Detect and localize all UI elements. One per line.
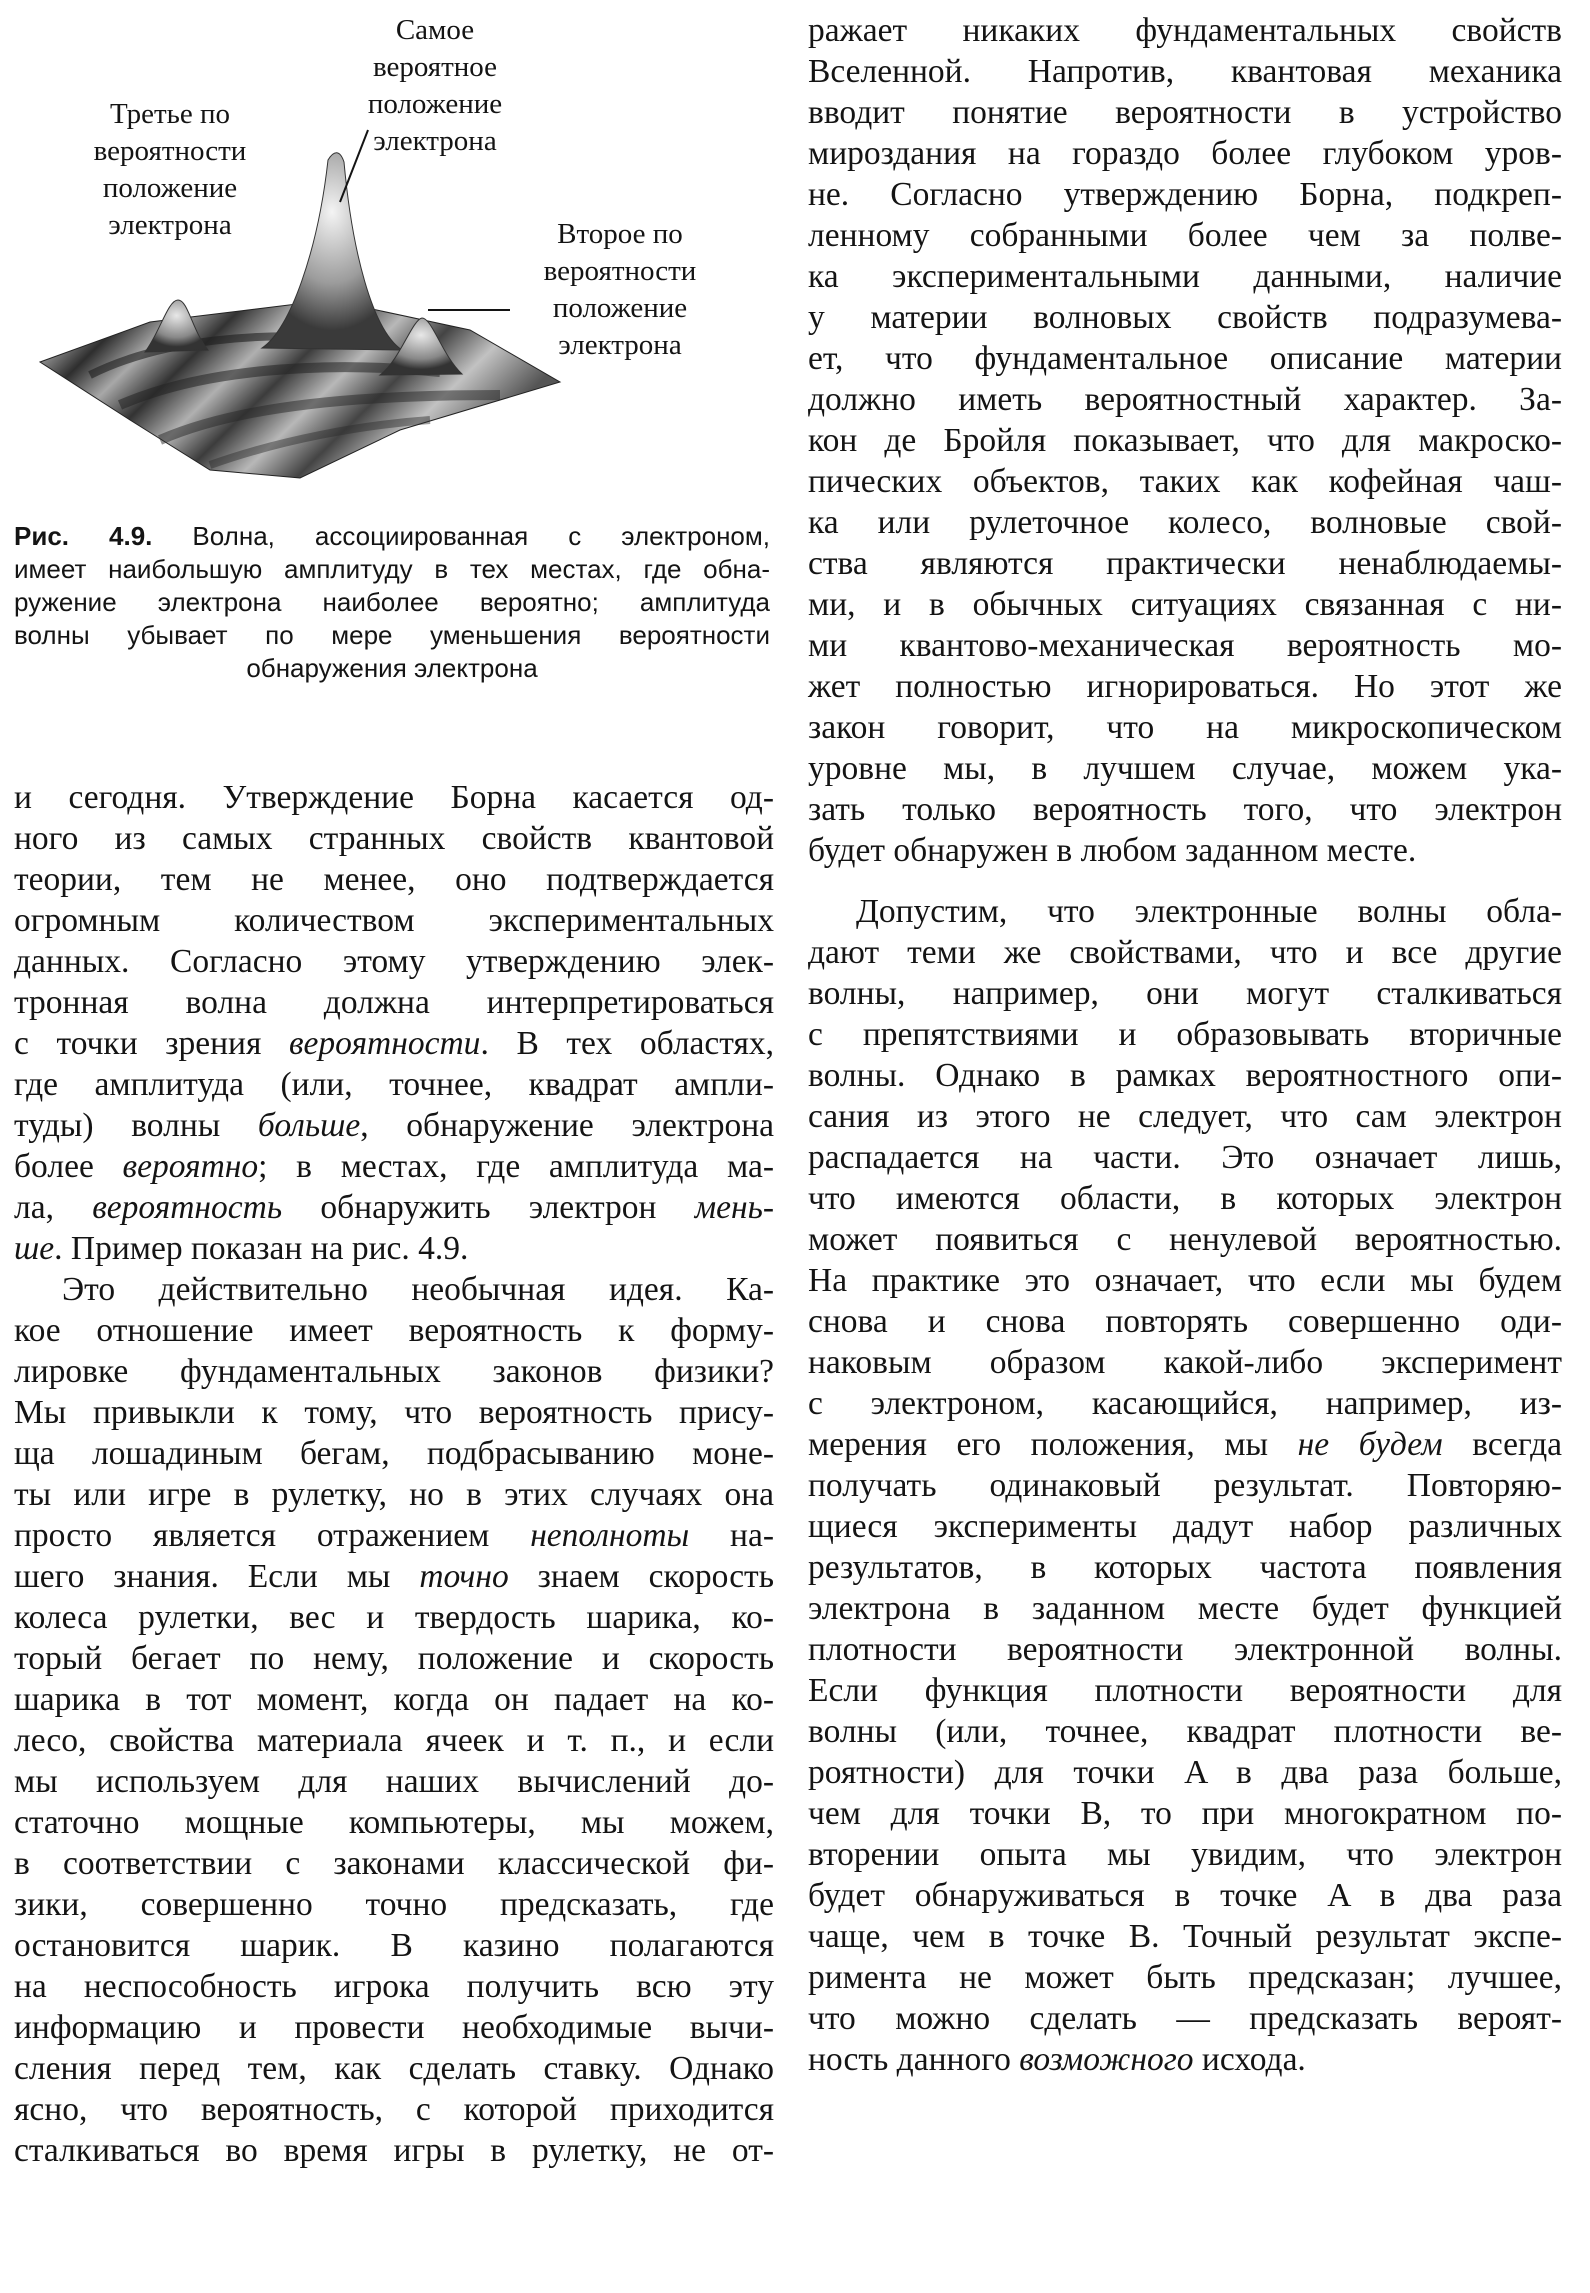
text-line: ми, и в обычных ситуациях связанная с ни-	[808, 586, 1562, 623]
text-line: получать одинаковый результат. Повторяю-	[808, 1467, 1562, 1504]
text-run: . Пример показан на рис. 4.9.	[54, 1230, 469, 1267]
text-line: кон де Бройля показывает, что для макроско-	[808, 422, 1562, 459]
text-run: мерения его положения, мы	[808, 1426, 1298, 1463]
text-line: лировке фундаментальных законов физики?	[14, 1353, 774, 1390]
label-line: электрона	[558, 329, 682, 361]
paragraph	[808, 891, 1562, 2080]
text-line: зать только вероятность того, что электрон	[808, 791, 1562, 828]
text-line: вторении опыта мы увидим, что электрон	[808, 1836, 1562, 1873]
text-run: , обнаружение электрона	[360, 1107, 774, 1144]
text-line: ми квантово-механическая вероятность мо-	[808, 627, 1562, 664]
text-line: роятности) для точки A в два раза больше,	[808, 1754, 1562, 1791]
text-line: результатов, в которых частота появления	[808, 1549, 1562, 1586]
text-line: ражает никаких фундаментальных свойств	[808, 12, 1562, 49]
text-line: у материи волновых свойств подразумева-	[808, 299, 1562, 336]
caption-text: Волна, ассоциированная с электроном,	[152, 521, 770, 551]
label-line: положение	[102, 172, 238, 204]
emphasis: вероятно	[122, 1148, 259, 1185]
text-line: уровне мы, в лучшем случае, можем ука-	[808, 750, 1562, 787]
text-line: на неспособность игрока получить всю эту	[14, 1968, 774, 2005]
caption-line: имеет наибольшую амплитуду в тех местах, где обна-	[14, 554, 770, 584]
text-line: волны (или, точнее, квадрат плотности ве-	[808, 1713, 1562, 1750]
text-line: римента не может быть предсказан; лучшее,	[808, 1959, 1562, 1996]
label-line: положение	[552, 292, 688, 324]
text-line: жет полностью игнорироваться. Но этот же	[808, 668, 1562, 705]
label-line: Второе по	[557, 218, 683, 250]
text-run: на-	[689, 1517, 774, 1554]
text-line: Вселенной. Напротив, квантовая механика	[808, 53, 1562, 90]
label-line: электрона	[108, 209, 232, 241]
text-line: теории, тем не менее, оно подтверждается	[14, 861, 774, 898]
text-line: плотности вероятности электронной волны.	[808, 1631, 1562, 1668]
text-line: Это действительно необычная идея. Ка-	[62, 1271, 774, 1308]
label-line: Самое	[395, 14, 475, 46]
text-line: электрона в заданном месте будет функцией	[808, 1590, 1562, 1627]
text-line: остановится шарик. В казино полагаются	[14, 1927, 774, 1964]
text-line: должно иметь вероятностный характер. За-	[808, 381, 1562, 418]
emphasis: неполноты	[530, 1517, 690, 1554]
text-line: сталкиваться во время игры в рулетку, не от-	[14, 2132, 774, 2169]
text-line: что можно сделать — предсказать вероят-	[808, 2000, 1562, 2037]
text-line: огромным количеством экспериментальных	[14, 902, 774, 939]
label-line: электрона	[373, 125, 497, 157]
text-run: просто является отражением	[14, 1517, 531, 1554]
text-run: знаем скорость	[508, 1558, 774, 1595]
label-line: вероятности	[543, 255, 697, 287]
emphasis: вероятность	[92, 1189, 283, 1226]
text-line: распадается на части. Это означает лишь,	[808, 1139, 1562, 1176]
text-line: будет обнаруживаться в точке A в два раза	[808, 1877, 1562, 1914]
text-line: мироздания на гораздо более глубоком уров-	[808, 135, 1562, 172]
text-line: тронная волна должна интерпретироваться	[14, 984, 774, 1021]
text-line: ет, что фундаментальное описание материи	[808, 340, 1562, 377]
text-line: зики, совершенно точно предсказать, где	[14, 1886, 774, 1923]
text-run: ; в местах, где амплитуда ма-	[258, 1148, 775, 1185]
text-line: ства являются практически ненаблюдаемы-	[808, 545, 1562, 582]
text-line: данных. Согласно этому утверждению элек-	[14, 943, 774, 980]
text-line: шарика в тот момент, когда он падает на ко-	[14, 1681, 774, 1718]
text-line: может появиться с ненулевой вероятностью.	[808, 1221, 1562, 1258]
text-line: ты или игре в рулетку, но в этих случаях она	[14, 1476, 774, 1513]
text-line	[808, 2039, 1562, 2080]
text-line: наковым образом какой-либо эксперимент	[808, 1344, 1562, 1381]
text-line: статочно мощные компьютеры, мы можем,	[14, 1804, 774, 1841]
text-run: исхода.	[1193, 2041, 1306, 2078]
text-run: туды) волны	[14, 1107, 258, 1144]
text-line: чаще, чем в точке B. Точный результат экспе-	[808, 1918, 1562, 1955]
text-line: дают теми же свойствами, что и все другие	[808, 934, 1562, 971]
text-line: мы используем для наших вычислений до-	[14, 1763, 774, 1800]
figure-caption	[14, 520, 770, 685]
label-line: Третье по	[109, 98, 231, 130]
text-line: волны. Однако в рамках вероятностного опи-	[808, 1057, 1562, 1094]
text-line	[14, 1187, 774, 1228]
label-second-probable	[515, 216, 725, 364]
text-line: сания из этого не следует, что сам электрон	[808, 1098, 1562, 1135]
text-line: что имеются области, в которых электрон	[808, 1180, 1562, 1217]
text-run: . В тех областях,	[480, 1025, 775, 1062]
text-line	[808, 1424, 1562, 1465]
text-line: волны, например, они могут сталкиваться	[808, 975, 1562, 1012]
text-line: Допустим, что электронные волны обла-	[856, 893, 1562, 930]
text-run: шего знания. Если мы	[14, 1558, 420, 1595]
text-line: в соответствии с законами классической фи-	[14, 1845, 774, 1882]
text-line: ного из самых странных свойств квантовой	[14, 820, 774, 857]
label-most-probable	[330, 12, 540, 160]
text-line: щиеся эксперименты дадут набор различных	[808, 1508, 1562, 1545]
text-line: На практике это означает, что если мы будем	[808, 1262, 1562, 1299]
text-line: пических объектов, таких как кофейная чаш-	[808, 463, 1562, 500]
text-line: ка экспериментальными данными, наличие	[808, 258, 1562, 295]
caption-line: волны убывает по мере уменьшения вероятности	[14, 620, 770, 650]
text-line: с электроном, касающийся, например, из-	[808, 1385, 1562, 1422]
text-line: кое отношение имеет вероятность к форму-	[14, 1312, 774, 1349]
text-run: ла,	[14, 1189, 93, 1226]
text-line: информацию и провести необходимые вычи-	[14, 2009, 774, 2046]
text-line: и сегодня. Утверждение Борна касается од-	[14, 779, 774, 816]
text-line: Если функция плотности вероятности для	[808, 1672, 1562, 1709]
text-line	[14, 1146, 774, 1187]
text-line: сления перед тем, как сделать ставку. Однако	[14, 2050, 774, 2087]
text-run: ность данного	[808, 2041, 1020, 2078]
emphasis: ше	[14, 1230, 55, 1267]
text-line	[14, 1023, 774, 1064]
right-column	[808, 10, 1562, 2080]
caption-line: обнаружения электрона	[246, 653, 538, 683]
label-line: вероятное	[372, 51, 498, 83]
emphasis: вероятности	[289, 1025, 481, 1062]
text-line	[14, 1228, 774, 1269]
text-line	[14, 1105, 774, 1146]
text-line: снова и снова повторять совершенно оди-	[808, 1303, 1562, 1340]
text-line: не. Согласно утверждению Борна, подкреп-	[808, 176, 1562, 213]
text-line: ща лошадиным бегам, подбрасыванию моне-	[14, 1435, 774, 1472]
text-line: ка или рулеточное колесо, волновые свой-	[808, 504, 1562, 541]
text-line: Мы привыкли к тому, что вероятность прису-	[14, 1394, 774, 1431]
text-line: лесо, свойства материала ячеек и т. п., и если	[14, 1722, 774, 1759]
caption-line: ружение электрона наиболее вероятно; амплитуда	[14, 587, 770, 617]
text-line	[14, 1556, 774, 1597]
text-line: где амплитуда (или, точнее, квадрат ампли-	[14, 1066, 774, 1103]
emphasis: больше	[257, 1107, 361, 1144]
caption-label: Рис. 4.9.	[14, 521, 153, 551]
text-line: закон говорит, что на микроскопическом	[808, 709, 1562, 746]
text-line: с препятствиями и образовывать вторичные	[808, 1016, 1562, 1053]
text-line: ленному собранными более чем за полве-	[808, 217, 1562, 254]
left-column	[14, 777, 774, 2171]
text-run: обнаружить электрон	[282, 1189, 695, 1226]
text-line	[14, 1515, 774, 1556]
caption-line	[14, 520, 770, 553]
emphasis: мень-	[694, 1189, 774, 1226]
label-line: положение	[367, 88, 503, 120]
label-third-probable	[70, 96, 270, 244]
figure-4-9	[0, 0, 790, 700]
emphasis: не будем	[1297, 1426, 1443, 1463]
emphasis: возможного	[1019, 2041, 1194, 2078]
emphasis: точно	[419, 1558, 509, 1595]
text-line: чем для точки B, то при многократном по-	[808, 1795, 1562, 1832]
label-line: вероятности	[93, 135, 247, 167]
text-line: ясно, что вероятность, с которой приходится	[14, 2091, 774, 2128]
text-line: торый бегает по нему, положение и скорость	[14, 1640, 774, 1677]
text-line: колеса рулетки, вес и твердость шарика, ко-	[14, 1599, 774, 1636]
text-run: всегда	[1442, 1426, 1562, 1463]
text-line: будет обнаружен в любом заданном месте.	[808, 832, 1417, 869]
text-line: вводит понятие вероятности в устройство	[808, 94, 1562, 131]
text-run: более	[14, 1148, 123, 1185]
text-run: с точки зрения	[14, 1025, 290, 1062]
